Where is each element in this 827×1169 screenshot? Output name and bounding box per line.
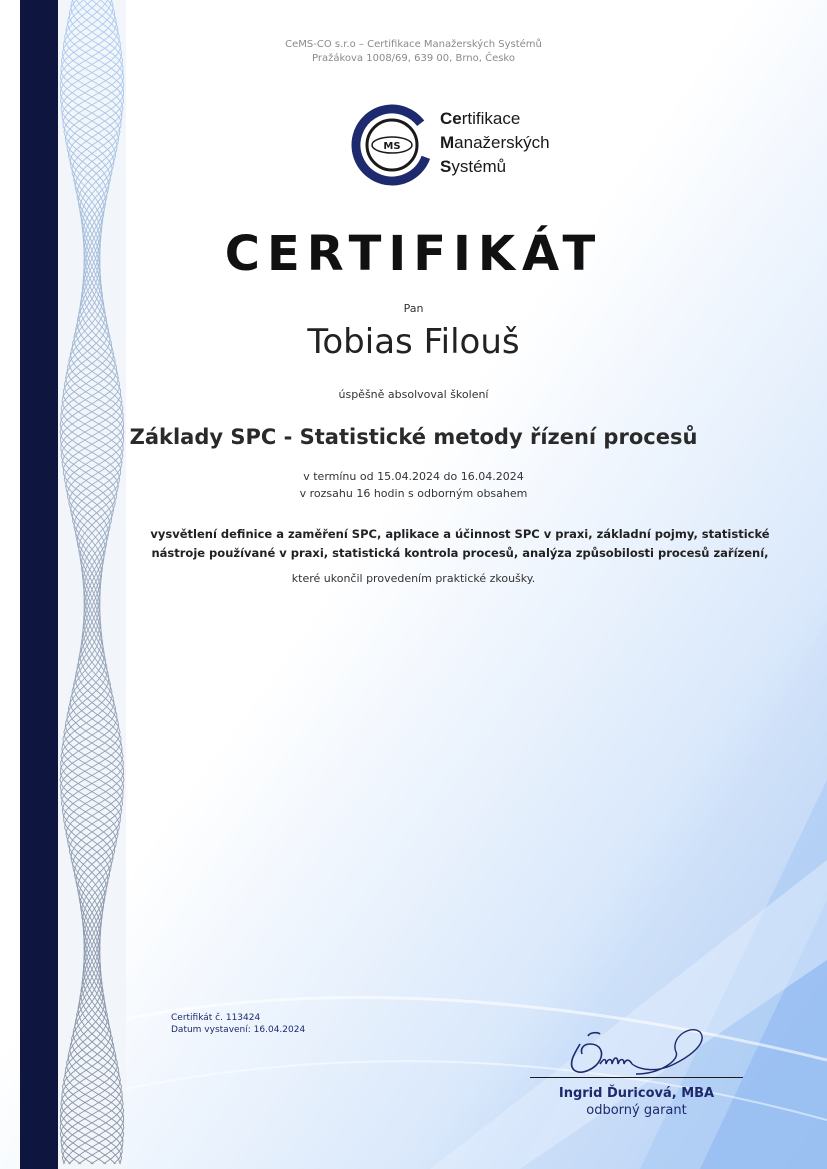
exam-statement: které ukončil provedením praktické zkoušky. [291,572,536,585]
signatory-role: odborný garant [586,1103,687,1118]
logo-mark-icon [350,103,434,187]
logo-wordmark: Certifikace Manažerských Systémů [440,109,550,176]
issue-date: Datum vystavení: 16.04.2024 [171,1025,306,1035]
course-topics-line-2: nástroje používané v praxi, statistická kontrola procesů, analýza způsobilosti procesů zařízení, [151,546,769,560]
organization-name: CeMS-CO s.r.o – Certifikace Manažerských Systémů [285,39,542,50]
course-title: Základy SPC - Statistické metody řízení procesů [129,425,698,449]
course-topics-line-1: vysvětlení definice a zaměření SPC, aplikace a účinnost SPC v praxi, základní pojmy, statistické [150,527,770,541]
salutation: Pan [403,302,424,315]
course-term: v termínu od 15.04.2024 do 16.04.2024 [303,470,524,483]
course-scope: v rozsahu 16 hodin s odborným obsahem [299,487,528,500]
certificate-number: Certifikát č. 113424 [171,1013,261,1023]
certificate-title: CERTIFIKÁT [224,226,603,282]
handwritten-signature [560,1024,710,1084]
completion-statement: úspěšně absolvoval školení [338,388,489,401]
signature-line [530,1077,743,1078]
signatory-name: Ingrid Ďuricová, MBA [558,1086,715,1101]
recipient-name: Tobias Filouš [307,322,520,362]
company-logo [350,103,580,187]
logo-mark-text: MS [383,141,401,152]
organization-address: Pražákova 1008/69, 639 00, Brno, Česko [311,53,515,64]
